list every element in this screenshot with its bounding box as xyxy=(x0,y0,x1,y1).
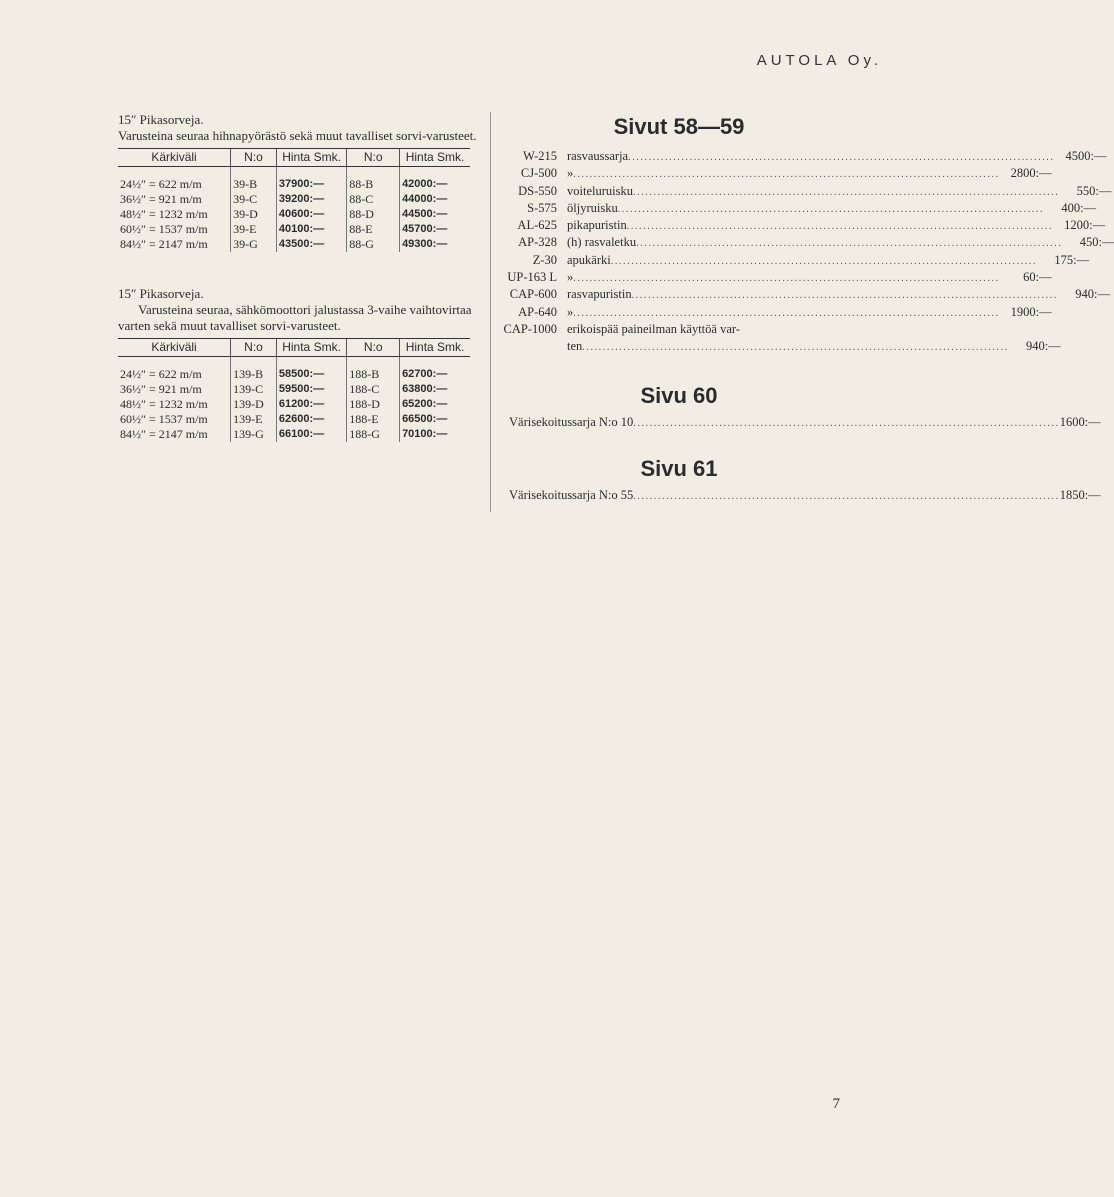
table-row xyxy=(118,192,470,207)
item-price: 1600:— xyxy=(1059,414,1101,429)
item-name-line: ten xyxy=(567,338,583,353)
item-price: 60:— xyxy=(1023,270,1052,285)
cell-number: 88-E xyxy=(347,222,400,237)
cell-price: 49300:— xyxy=(400,237,470,252)
price-table-belt xyxy=(118,148,470,252)
column-header: Hinta Smk. xyxy=(400,149,470,167)
list-item xyxy=(491,234,1114,251)
table-body xyxy=(118,357,470,443)
item-name: » xyxy=(567,304,574,319)
page-heading-61: Sivu 61 xyxy=(640,455,718,481)
table-header-row xyxy=(118,339,470,357)
price-list-58-59 xyxy=(491,148,1114,355)
cell-number: 188-C xyxy=(347,382,400,397)
cell-number: 39-E xyxy=(231,222,277,237)
item-price: 1200:— xyxy=(1064,218,1106,233)
table-header-row xyxy=(118,149,470,167)
cell-distance: 84½″ = 2147 m/m xyxy=(120,427,208,441)
page-heading-60: Sivu 60 xyxy=(640,382,718,408)
leader-dots xyxy=(628,149,1054,166)
leader-dots xyxy=(632,287,1058,304)
cell-distance: 36½″ = 921 m/m xyxy=(120,382,202,396)
column-header: Kärkiväli xyxy=(118,149,231,167)
item-price: 1900:— xyxy=(1010,304,1052,319)
cell-distance: 60½″ = 1537 m/m xyxy=(120,412,208,426)
cell-number: 88-D xyxy=(347,207,400,222)
column-header: N:o xyxy=(347,149,400,167)
cell-number: 139-G xyxy=(231,427,277,442)
cell-number: 39-B xyxy=(231,167,277,193)
cell-distance: 24½″ = 622 m/m xyxy=(120,177,202,191)
cell-number: 188-E xyxy=(347,412,400,427)
item-name-line: erikoispää paineilman käyttöä var- xyxy=(567,321,740,336)
item-name: Värisekoitussarja N:o 55 xyxy=(509,487,634,502)
item-code: AP-640 xyxy=(518,304,557,319)
page-heading-58-59: Sivut 58—59 xyxy=(613,114,745,139)
item-name: Värisekoitussarja N:o 10 xyxy=(509,414,634,429)
table-row xyxy=(118,207,470,222)
cell-price: 63800:— xyxy=(400,382,470,397)
column-header: Hinta Smk. xyxy=(276,149,346,167)
table-row xyxy=(118,222,470,237)
leader-dots xyxy=(582,339,1008,356)
item-code: CJ-500 xyxy=(520,166,557,181)
cell-distance: 36½″ = 921 m/m xyxy=(120,192,202,206)
cell-number: 88-C xyxy=(347,192,400,207)
cell-price: 58500:— xyxy=(276,357,346,383)
leader-dots xyxy=(573,270,999,287)
table-row xyxy=(118,427,470,442)
leader-dots xyxy=(636,235,1062,252)
cell-number: 39-C xyxy=(231,192,277,207)
cell-number: 188-D xyxy=(347,397,400,412)
section-heading: 15″ Pikasorveja. xyxy=(118,286,204,301)
item-price: 4500:— xyxy=(1065,149,1107,163)
leader-dots xyxy=(611,253,1037,270)
column-header: Hinta Smk. xyxy=(276,339,346,357)
column-header: N:o xyxy=(347,339,400,357)
cell-price: 70100:— xyxy=(400,427,470,442)
section-description: Varusteina seuraa hihnapyörästö sekä muut tavalliset sorvi-varusteet. xyxy=(118,128,477,143)
cell-distance: 84½″ = 2147 m/m xyxy=(120,237,208,251)
table-row xyxy=(118,382,470,397)
cell-number: 88-B xyxy=(347,167,400,193)
column-header: Kärkiväli xyxy=(118,339,231,357)
cell-price: 62600:— xyxy=(276,412,346,427)
cell-distance: 48½″ = 1232 m/m xyxy=(120,207,208,221)
cell-price: 61200:— xyxy=(276,397,346,412)
cell-price: 59500:— xyxy=(276,382,346,397)
left-column xyxy=(118,112,478,442)
item-code: CAP-1000 xyxy=(503,321,557,336)
cell-price: 66500:— xyxy=(400,412,470,427)
item-name: (h) rasvaletku xyxy=(567,235,637,250)
item-name: » xyxy=(567,166,574,181)
table-row xyxy=(118,237,470,252)
item-code: CAP-600 xyxy=(509,287,557,302)
list-item xyxy=(491,304,1052,321)
leader-dots xyxy=(627,218,1053,235)
item-price: 550:— xyxy=(1076,183,1112,198)
item-name-last-line xyxy=(567,338,1061,356)
item-name: rasvapuristin xyxy=(567,287,632,302)
item-name: voiteluruisku xyxy=(567,183,633,198)
list-item xyxy=(491,148,1107,165)
page-number: 7 xyxy=(832,1096,840,1112)
cell-number: 188-G xyxy=(347,427,400,442)
cell-price: 65200:— xyxy=(400,397,470,412)
company-name: AUTOLA Oy. xyxy=(756,52,882,69)
cell-number: 139-E xyxy=(231,412,277,427)
list-item xyxy=(491,269,1052,286)
table-row xyxy=(118,397,470,412)
cell-number: 39-G xyxy=(231,237,277,252)
cell-price: 39200:— xyxy=(276,192,346,207)
section-belt-lathes xyxy=(118,112,478,252)
item-price: 2800:— xyxy=(1010,166,1052,181)
leader-dots xyxy=(633,491,1059,502)
item-price: 400:— xyxy=(1061,200,1097,215)
cell-price: 45700:— xyxy=(400,222,470,237)
list-item xyxy=(491,200,1097,217)
leader-dots xyxy=(573,166,999,183)
table-row xyxy=(118,412,470,427)
item-price: 175:— xyxy=(1054,252,1090,267)
item-code: UP-163 L xyxy=(507,270,557,285)
table-row xyxy=(118,167,470,193)
item-code: DS-550 xyxy=(518,183,557,198)
item-code: W-215 xyxy=(522,149,557,163)
table-row xyxy=(118,357,470,383)
list-item xyxy=(491,252,1090,269)
cell-price: 43500:— xyxy=(276,237,346,252)
item-price: 940:— xyxy=(1075,287,1110,302)
item-price: 1850:— xyxy=(1059,487,1101,502)
cell-price: 40600:— xyxy=(276,207,346,222)
item-code: AP-328 xyxy=(518,235,557,250)
right-column xyxy=(490,112,1114,512)
cell-number: 139-C xyxy=(231,382,277,397)
item-name: pikapuristin xyxy=(567,218,627,233)
cell-price: 62700:— xyxy=(400,357,470,383)
item-name-block xyxy=(567,321,1061,356)
leader-dots xyxy=(618,201,1044,218)
cell-price: 42000:— xyxy=(400,167,470,193)
cell-number: 139-D xyxy=(231,397,277,412)
cell-price: 66100:— xyxy=(276,427,346,442)
item-code: AL-625 xyxy=(517,218,557,233)
item-name: rasvaussarja xyxy=(567,149,629,163)
item-name: öljyruisku xyxy=(567,200,618,215)
item-code: Z-30 xyxy=(532,252,557,267)
column-header: Hinta Smk. xyxy=(400,339,470,357)
cell-number: 139-B xyxy=(231,357,277,383)
cell-price: 40100:— xyxy=(276,222,346,237)
cell-price: 37900:— xyxy=(276,167,346,193)
cell-distance: 48½″ = 1232 m/m xyxy=(120,397,208,411)
section-description: Varusteina seuraa, sähkömoottori jalustassa 3-vaihe vaihtovirtaa varten sekä muut tavalliset sorvi-varusteet. xyxy=(118,302,472,333)
item-name: apukärki xyxy=(567,252,611,267)
cell-price: 44000:— xyxy=(400,192,470,207)
list-item xyxy=(491,217,1106,234)
cell-number: 188-B xyxy=(347,357,400,383)
table-body xyxy=(118,167,470,253)
item-price: 450:— xyxy=(1079,235,1114,250)
section-heading: 15″ Pikasorveja. xyxy=(118,112,204,127)
cell-price: 44500:— xyxy=(400,207,470,222)
leader-dots xyxy=(573,305,999,322)
price-table-motor xyxy=(118,338,470,442)
list-item xyxy=(491,487,1101,503)
leader-dots xyxy=(633,418,1059,429)
column-header: N:o xyxy=(231,339,277,357)
item-price: 940:— xyxy=(1025,338,1061,353)
item-code: S-575 xyxy=(527,200,557,215)
list-item xyxy=(491,414,1101,430)
item-name: » xyxy=(567,270,574,285)
cell-distance: 24½″ = 622 m/m xyxy=(120,367,202,381)
list-item xyxy=(491,165,1052,182)
cell-number: 88-G xyxy=(347,237,400,252)
leader-dots xyxy=(633,184,1059,201)
list-item xyxy=(491,321,1061,355)
list-item xyxy=(491,286,1110,303)
cell-number: 39-D xyxy=(231,207,277,222)
list-item xyxy=(491,183,1112,200)
cell-distance: 60½″ = 1537 m/m xyxy=(120,222,208,236)
column-header: N:o xyxy=(231,149,277,167)
section-motor-lathes xyxy=(118,286,478,442)
